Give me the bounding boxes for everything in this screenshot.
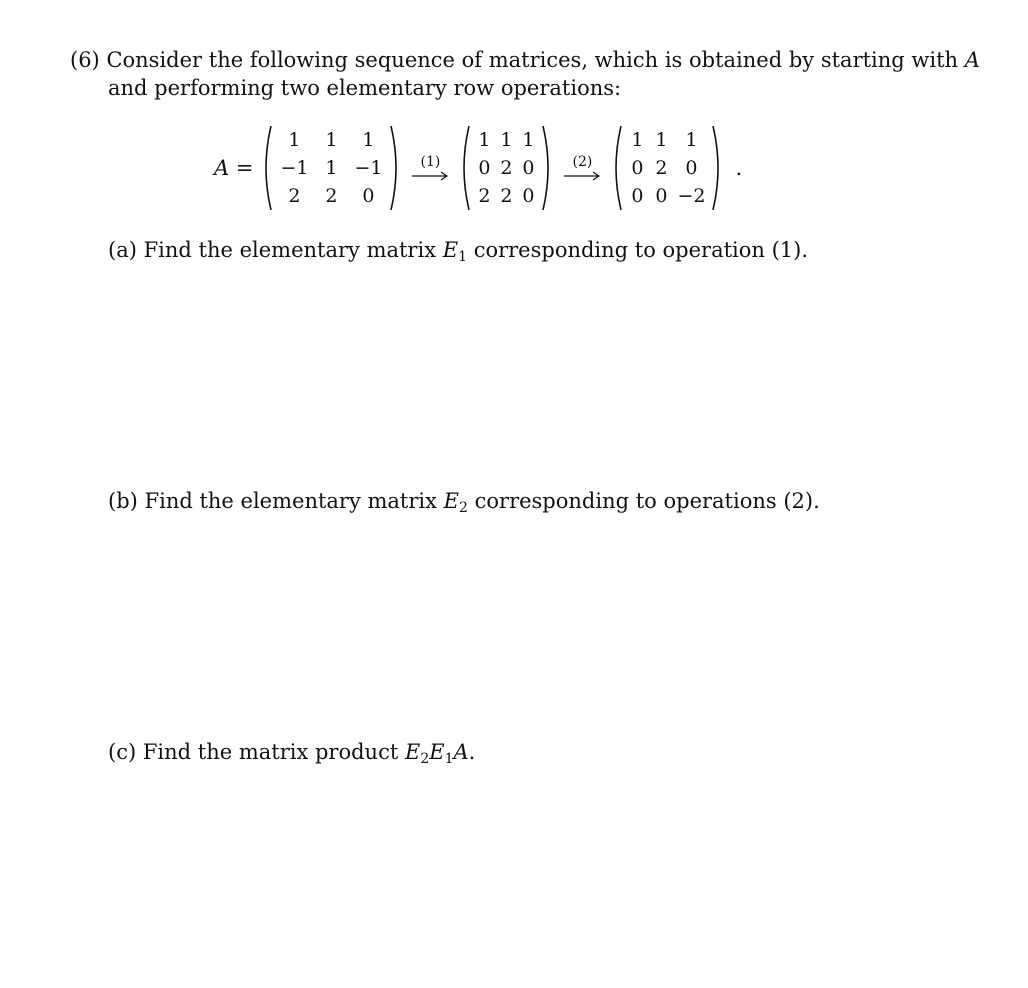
matrix-a-grid bbox=[273, 126, 389, 210]
part-a-question bbox=[108, 236, 808, 264]
problem-text-line2: and performing two elementary row operations: bbox=[108, 76, 622, 100]
matrix-cell: 0 bbox=[522, 185, 535, 207]
right-paren bbox=[389, 124, 403, 212]
matrix-cell: 1 bbox=[522, 129, 535, 151]
part-c-question bbox=[108, 738, 475, 766]
matrix-sequence-equation bbox=[214, 122, 742, 214]
matrix-a bbox=[259, 124, 403, 212]
problem-number: (6) bbox=[70, 48, 100, 72]
matrix-step1-grid bbox=[471, 126, 541, 210]
problem-text-line1: Consider the following sequence of matrices, which is obtained by starting with bbox=[106, 48, 959, 72]
part-c-var1: E bbox=[404, 740, 421, 764]
matrix-step2 bbox=[609, 124, 725, 212]
part-b-sub: 2 bbox=[459, 500, 468, 516]
matrix-cell: 2 bbox=[288, 185, 301, 207]
right-paren bbox=[541, 124, 555, 212]
matrix-cell: 0 bbox=[522, 157, 535, 179]
part-b-text-after: corresponding to operations (2). bbox=[474, 489, 820, 513]
matrix-cell: 1 bbox=[655, 129, 668, 151]
matrix-cell: 0 bbox=[631, 157, 644, 179]
matrix-cell: 1 bbox=[362, 129, 375, 151]
matrix-step2-grid bbox=[623, 126, 711, 210]
matrix-cell: 2 bbox=[655, 157, 668, 179]
matrix-cell: 0 bbox=[655, 185, 668, 207]
left-paren bbox=[457, 124, 471, 212]
problem-statement-line1 bbox=[70, 46, 980, 74]
part-c-sub1: 2 bbox=[420, 751, 430, 767]
part-a-sub: 1 bbox=[458, 249, 467, 265]
part-a-var: E bbox=[442, 238, 459, 262]
row-operation-arrow-1 bbox=[411, 155, 449, 181]
right-arrow-icon bbox=[563, 171, 601, 181]
part-c-text: Find the matrix product bbox=[142, 740, 399, 764]
equation-period: . bbox=[735, 156, 743, 180]
part-b-label: (b) bbox=[108, 489, 138, 513]
matrix-cell: 0 bbox=[362, 185, 375, 207]
matrix-cell: 0 bbox=[631, 185, 644, 207]
part-b-question bbox=[108, 487, 820, 515]
problem-statement-line2 bbox=[108, 74, 621, 102]
matrix-cell: 1 bbox=[288, 129, 301, 151]
part-b-var: E bbox=[443, 489, 460, 513]
arrow-label-1: (1) bbox=[420, 154, 441, 170]
matrix-step1 bbox=[457, 124, 555, 212]
matrix-cell: 1 bbox=[478, 129, 491, 151]
right-arrow-icon bbox=[411, 171, 449, 181]
matrix-cell: 0 bbox=[478, 157, 491, 179]
part-a-label: (a) bbox=[108, 238, 137, 262]
part-c-label: (c) bbox=[108, 740, 137, 764]
matrix-cell: 0 bbox=[685, 157, 698, 179]
left-paren bbox=[259, 124, 273, 212]
matrix-cell: 1 bbox=[325, 157, 338, 179]
matrix-cell: 2 bbox=[500, 185, 513, 207]
problem-var-a: A bbox=[964, 48, 980, 72]
matrix-cell: −1 bbox=[354, 157, 383, 179]
part-a-text-after: corresponding to operation (1). bbox=[473, 238, 809, 262]
part-c-period: . bbox=[468, 740, 476, 764]
matrix-cell: 1 bbox=[685, 129, 698, 151]
part-c-var3: A bbox=[453, 740, 469, 764]
right-paren bbox=[711, 124, 725, 212]
matrix-cell: 1 bbox=[500, 129, 513, 151]
matrix-cell: −2 bbox=[677, 185, 706, 207]
matrix-cell: 1 bbox=[325, 129, 338, 151]
arrow-label-2: (2) bbox=[572, 154, 593, 170]
left-paren bbox=[609, 124, 623, 212]
part-c-var2: E bbox=[429, 740, 445, 764]
matrix-cell: 2 bbox=[500, 157, 513, 179]
matrix-cell: −1 bbox=[280, 157, 309, 179]
part-c-sub2: 1 bbox=[444, 751, 454, 767]
equation-lhs: A = bbox=[214, 156, 254, 180]
matrix-cell: 2 bbox=[478, 185, 491, 207]
part-b-text: Find the elementary matrix bbox=[144, 489, 437, 513]
row-operation-arrow-2 bbox=[563, 155, 601, 181]
matrix-cell: 2 bbox=[325, 185, 338, 207]
matrix-cell: 1 bbox=[631, 129, 644, 151]
part-a-text: Find the elementary matrix bbox=[143, 238, 437, 262]
